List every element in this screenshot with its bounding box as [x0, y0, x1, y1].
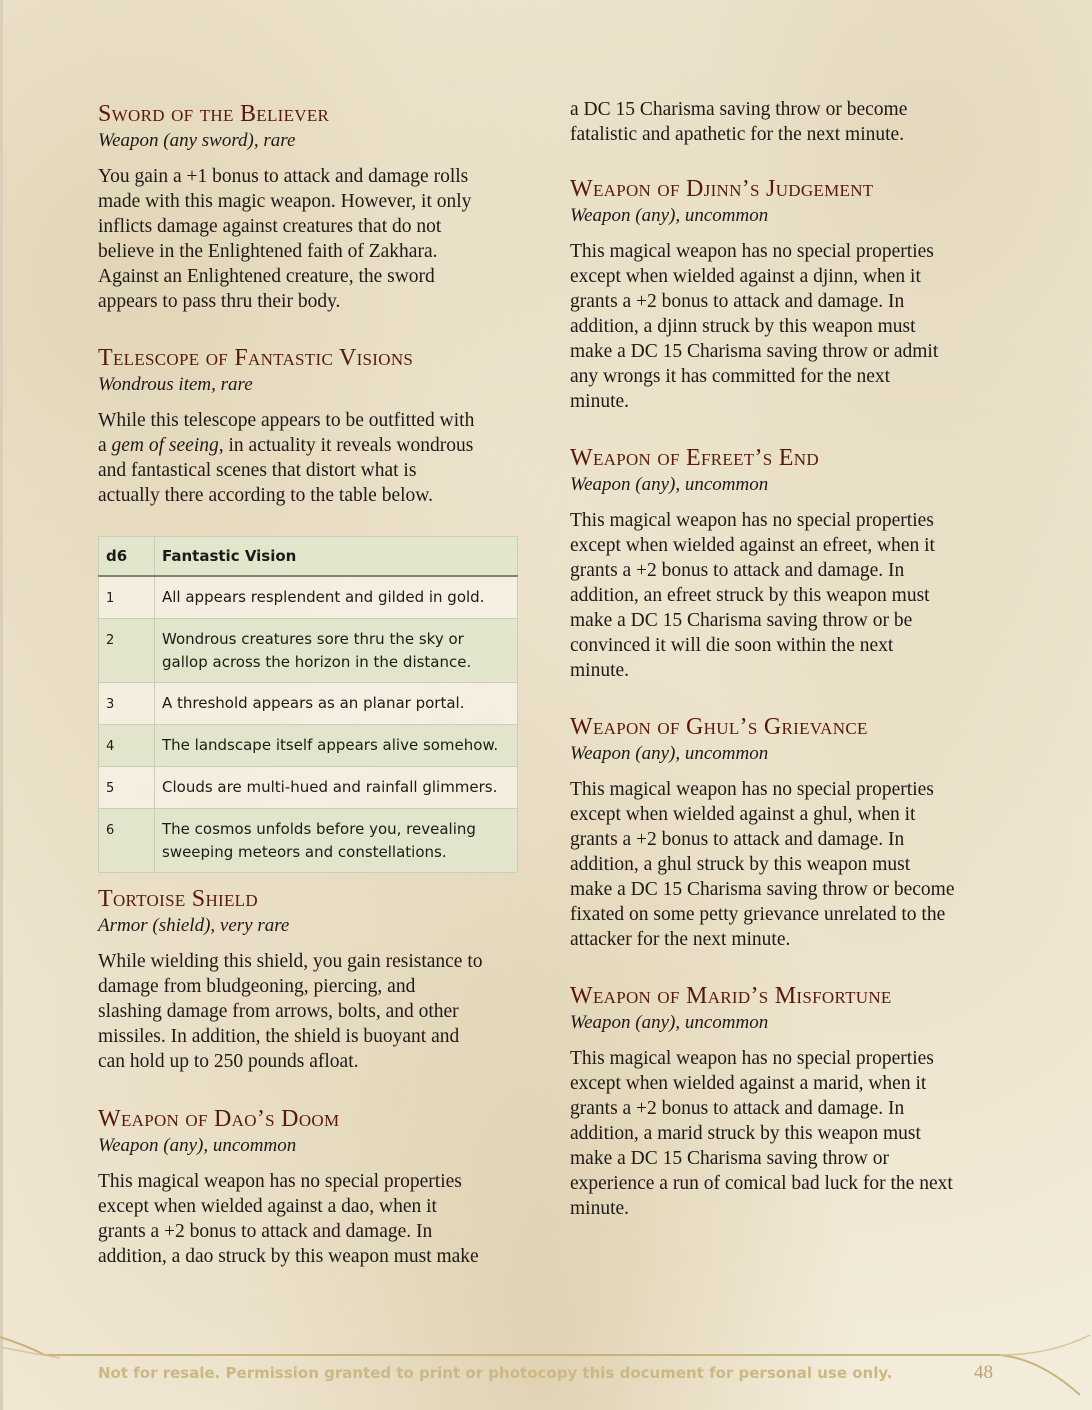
body-line: grants a +2 bonus to attack and damage. In — [98, 1221, 433, 1242]
entry-subtitle: Weapon (any), uncommon — [570, 474, 769, 495]
entry-weapon-of-efreets-end — [570, 444, 995, 683]
body-line: and fantastical scenes that distort what is — [98, 460, 417, 481]
die-value: 5 — [99, 767, 155, 809]
entry-title: Weapon of Ghul’s Grievance — [570, 714, 868, 740]
entry-weapon-of-djinns-judgement — [570, 175, 995, 414]
body-line: This magical weapon has no special properties — [570, 510, 934, 531]
vision-line: Wondrous creatures sore thru the sky or — [162, 630, 464, 648]
body-line: make a DC 15 Charisma saving throw or — [570, 1148, 889, 1169]
entry-body — [570, 239, 995, 414]
body-line: This magical weapon has no special properties — [570, 779, 934, 800]
table-row — [99, 809, 518, 873]
body-line: While wielding this shield, you gain resistance to — [98, 951, 483, 972]
entry-subtitle: Wondrous item, rare — [98, 374, 253, 395]
vision-text — [155, 619, 518, 683]
text-run: a — [98, 435, 112, 456]
body-line: make a DC 15 Charisma saving throw or become — [570, 879, 955, 900]
body-line: You gain a +1 bonus to attack and damage rolls — [98, 166, 469, 187]
body-line: slashing damage from arrows, bolts, and other — [98, 1001, 459, 1022]
entry-tortoise-shield — [98, 885, 523, 1074]
table-row — [99, 725, 518, 767]
entry-weapon-of-daos-doom — [98, 1105, 523, 1269]
entry-title: Weapon of Dao’s Doom — [98, 1106, 340, 1132]
vision-text — [155, 683, 518, 725]
body-line: addition, a djinn struck by this weapon must — [570, 316, 916, 337]
body-line: any wrongs it has committed for the next — [570, 366, 891, 387]
entry-body — [98, 1169, 523, 1269]
col-header-vision: Fantastic Vision — [155, 537, 518, 577]
body-line: except when wielded against a djinn, when it — [570, 266, 921, 287]
body-line: except when wielded against a ghul, when it — [570, 804, 916, 825]
body-line: addition, a marid struck by this weapon must — [570, 1123, 921, 1144]
footer-notice: Not for resale. Permission granted to print or photocopy this document for personal use only. — [98, 1364, 893, 1382]
entry-body — [98, 949, 523, 1074]
entry-telescope-of-fantastic-visions — [98, 344, 523, 508]
body-line: addition, a dao struck by this weapon must make — [98, 1246, 479, 1267]
body-line: made with this magic weapon. However, it only — [98, 191, 472, 212]
die-value: 4 — [99, 725, 155, 767]
table-row — [99, 767, 518, 809]
table-row — [99, 576, 518, 619]
entry-subtitle: Weapon (any sword), rare — [98, 130, 296, 151]
body-line: damage from bludgeoning, piercing, and — [98, 976, 416, 997]
entry-title: Weapon of Efreet’s End — [570, 445, 819, 471]
entry-subtitle: Weapon (any), uncommon — [98, 1135, 297, 1156]
col-header-die: d6 — [99, 537, 155, 577]
table-header-row — [99, 537, 518, 577]
body-line: a DC 15 Charisma saving throw or become — [570, 99, 908, 120]
vision-text — [155, 576, 518, 619]
body-line: grants a +2 bonus to attack and damage. In — [570, 560, 905, 581]
text-run: , in actuality it reveals wondrous — [218, 435, 474, 456]
fantastic-vision-table — [98, 536, 518, 873]
vision-text — [155, 809, 518, 873]
entry-body — [570, 1046, 995, 1221]
vision-line: Clouds are multi-hued and rainfall glimmers. — [162, 778, 498, 796]
body-line: appears to pass thru their body. — [98, 291, 341, 312]
body-line: addition, an efreet struck by this weapon must — [570, 585, 930, 606]
body-line: believe in the Enlightened faith of Zakhara. — [98, 241, 438, 262]
vision-text — [155, 725, 518, 767]
body-line: fixated on some petty grievance unrelated to the — [570, 904, 946, 925]
body-line: This magical weapon has no special properties — [570, 241, 934, 262]
entry-subtitle: Weapon (any), uncommon — [570, 205, 769, 226]
page-edge — [0, 0, 3, 1410]
vision-line: All appears resplendent and gilded in gold. — [162, 588, 485, 606]
body-line: except when wielded against an efreet, when it — [570, 535, 935, 556]
body-line: grants a +2 bonus to attack and damage. In — [570, 1098, 905, 1119]
body-line: make a DC 15 Charisma saving throw or admit — [570, 341, 939, 362]
vision-line: The cosmos unfolds before you, revealing — [162, 820, 476, 838]
die-value: 3 — [99, 683, 155, 725]
body-line: attacker for the next minute. — [570, 929, 791, 950]
body-line: except when wielded against a marid, when it — [570, 1073, 927, 1094]
vision-line: The landscape itself appears alive somehow. — [162, 736, 499, 754]
page-number: 48 — [974, 1362, 993, 1383]
body-line: can hold up to 250 pounds afloat. — [98, 1051, 359, 1072]
entry-title: Tortoise Shield — [98, 886, 258, 912]
entry-subtitle: Weapon (any), uncommon — [570, 1012, 769, 1033]
entry-weapon-of-ghuls-grievance — [570, 713, 995, 952]
entry-title: Weapon of Marid’s Misfortune — [570, 983, 892, 1009]
entry-subtitle: Armor (shield), very rare — [98, 915, 290, 936]
entry-body — [98, 408, 523, 508]
die-value: 1 — [99, 576, 155, 619]
entry-body — [570, 777, 995, 952]
gem-of-seeing-term: gem of seeing — [111, 435, 219, 456]
body-line: addition, a ghul struck by this weapon must — [570, 854, 911, 875]
vision-line: sweeping meteors and constellations. — [162, 843, 447, 861]
body-line: This magical weapon has no special properties — [570, 1048, 934, 1069]
vision-line: gallop across the horizon in the distance. — [162, 653, 472, 671]
table-row — [99, 683, 518, 725]
entry-title: Sword of the Believer — [98, 101, 330, 127]
body-line: grants a +2 bonus to attack and damage. In — [570, 829, 905, 850]
body-line: minute. — [570, 660, 630, 681]
body-line: actually there according to the table below. — [98, 485, 433, 506]
entry-title: Weapon of Djinn’s Judgement — [570, 176, 874, 202]
body-line: make a DC 15 Charisma saving throw or be — [570, 610, 913, 631]
entry-weapon-of-marids-misfortune — [570, 982, 995, 1221]
vision-line: A threshold appears as an planar portal. — [162, 694, 465, 712]
body-line — [98, 433, 523, 458]
dao-continuation — [570, 97, 907, 147]
die-value: 2 — [99, 619, 155, 683]
body-line: While this telescope appears to be outfitted with — [98, 410, 475, 431]
body-line: minute. — [570, 391, 630, 412]
entry-body — [98, 164, 523, 314]
body-line: minute. — [570, 1198, 630, 1219]
entry-body — [570, 508, 995, 683]
table-row — [99, 619, 518, 683]
body-line: This magical weapon has no special properties — [98, 1171, 462, 1192]
entry-title: Telescope of Fantastic Visions — [98, 345, 414, 371]
body-line: convinced it will die soon within the next — [570, 635, 894, 656]
body-line: Against an Enlightened creature, the sword — [98, 266, 435, 287]
body-line: experience a run of comical bad luck for the next — [570, 1173, 953, 1194]
body-line: fatalistic and apathetic for the next minute. — [570, 124, 905, 145]
die-value: 6 — [99, 809, 155, 873]
body-line: grants a +2 bonus to attack and damage. In — [570, 291, 905, 312]
entry-subtitle: Weapon (any), uncommon — [570, 743, 769, 764]
entry-sword-of-the-believer — [98, 100, 523, 314]
body-line: inflicts damage against creatures that do not — [98, 216, 442, 237]
vision-text — [155, 767, 518, 809]
body-line: except when wielded against a dao, when it — [98, 1196, 437, 1217]
body-line: missiles. In addition, the shield is buoyant and — [98, 1026, 460, 1047]
